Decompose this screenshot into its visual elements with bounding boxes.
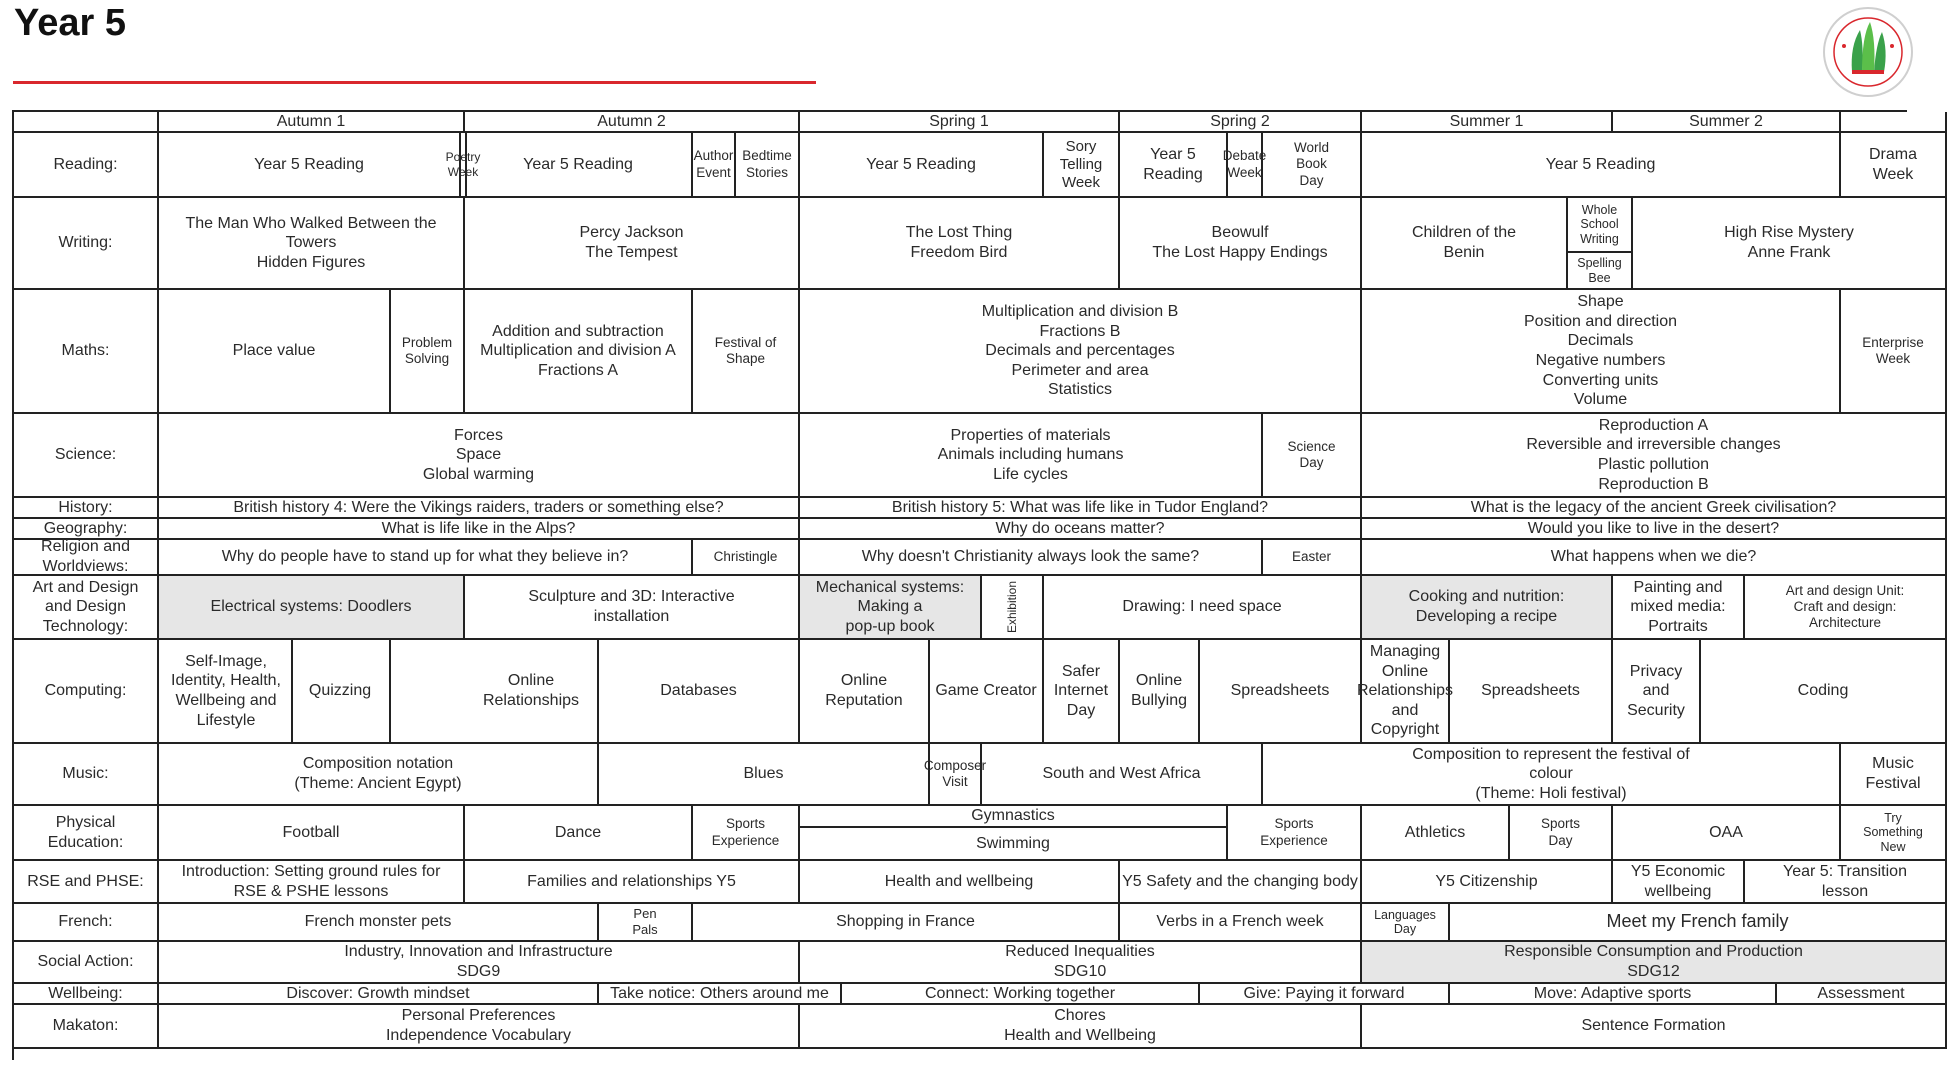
row-label-rse: RSE and PHSE: [14, 861, 159, 904]
rse-economic-wellbeing: Y5 Economic wellbeing [1613, 861, 1745, 904]
geography-summer: Would you like to live in the desert? [1362, 519, 1947, 540]
header-blank [1841, 112, 1947, 133]
art-exhibition: Exhibition [1004, 580, 1019, 634]
science-summer: Reproduction A Reversible and irreversible changes Plastic pollution Reproduction B [1362, 414, 1947, 498]
history-summer: What is the legacy of the ancient Greek civilisation? [1362, 498, 1947, 519]
computing-managing-online: Managing Online Relationships and Copyright [1362, 640, 1450, 744]
maths-festival-of-shape: Festival of Shape [693, 290, 800, 414]
social-sdg10: Reduced Inequalities SDG10 [800, 942, 1362, 984]
pe-sports-experience-autumn: Sports Experience [693, 806, 800, 861]
maths-autumn-2: Addition and subtraction Multiplication and division A Fractions A [465, 290, 693, 414]
pe-sports-experience-spring: Sports Experience [1228, 806, 1362, 861]
art-autumn-2: Sculpture and 3D: Interactive installation [465, 576, 800, 640]
pe-sports-day: Sports Day [1510, 806, 1613, 861]
reading-bedtime-stories: Bedtime Stories [736, 133, 800, 198]
re-christingle: Christingle [693, 540, 800, 576]
science-spring: Properties of materials Animals including humans Life cycles [800, 414, 1263, 498]
writing-whole-school-writing: Whole School Writing [1568, 198, 1633, 253]
rse-health: Health and wellbeing [800, 861, 1120, 904]
row-label-science: Science: [14, 414, 159, 498]
computing-spreadsheets-summer: Spreadsheets [1450, 640, 1613, 744]
reading-poetry-week: Poetry Week [461, 133, 467, 198]
music-composer-visit: Composer Visit [930, 744, 982, 806]
computing-privacy-security: Privacy and Security [1613, 640, 1701, 744]
pe-football: Football [159, 806, 465, 861]
row-label-religion: Religion and Worldviews: [14, 540, 159, 576]
writing-summer-1: Children of the Benin [1362, 198, 1568, 290]
pe-swimming: Swimming [800, 828, 1228, 861]
reading-author-event: Author Event [693, 133, 736, 198]
header-spring-2: Spring 2 [1120, 112, 1362, 133]
row-label-reading: Reading: [14, 133, 159, 198]
title-underline [13, 81, 816, 84]
rse-safety: Y5 Safety and the changing body [1120, 861, 1362, 904]
writing-spring-1: The Lost Thing Freedom Bird [800, 198, 1120, 290]
art-summer-2-architecture: Art and design Unit: Craft and design: Architecture [1745, 576, 1947, 640]
art-spring-2: Drawing: I need space [1044, 576, 1362, 640]
maths-spring: Multiplication and division B Fractions B Decimals and percentages Perimeter and area Statistics [800, 290, 1362, 414]
makaton-spring: Chores Health and Wellbeing [800, 1005, 1362, 1049]
pe-spring-split [800, 806, 1228, 861]
writing-spring-2: Beowulf The Lost Happy Endings [1120, 198, 1362, 290]
science-day: Science Day [1263, 414, 1362, 498]
rse-introduction: Introduction: Setting ground rules for RSE & PSHE lessons [159, 861, 465, 904]
art-spring-1: Mechanical systems: Making a pop-up book [800, 576, 982, 640]
re-easter: Easter [1263, 540, 1362, 576]
history-spring: British history 5: What was life like in Tudor England? [800, 498, 1362, 519]
social-sdg12: Responsible Consumption and Production SDG12 [1362, 942, 1947, 984]
music-composition-notation: Composition notation (Theme: Ancient Egypt) [159, 744, 599, 806]
header-spring-1: Spring 1 [800, 112, 1120, 133]
art-summer-1: Cooking and nutrition: Developing a recipe [1362, 576, 1613, 640]
row-label-social: Social Action: [14, 942, 159, 984]
header-autumn-2: Autumn 2 [465, 112, 800, 133]
maths-summer: Shape Position and direction Decimals Negative numbers Converting units Volume [1362, 290, 1841, 414]
computing-quizzing: Quizzing [308, 682, 372, 700]
wellbeing-give: Give: Paying it forward [1200, 984, 1450, 1005]
writing-autumn-1: The Man Who Walked Between the Towers Hidden Figures [159, 198, 465, 290]
writing-summer-2: High Rise Mystery Anne Frank [1633, 198, 1947, 290]
social-sdg9: Industry, Innovation and Infrastructure SDG9 [159, 942, 800, 984]
wellbeing-connect: Connect: Working together [842, 984, 1200, 1005]
music-blues: Blues [599, 744, 930, 806]
science-autumn: Forces Space Global warming [159, 414, 800, 498]
row-label-music: Music: [14, 744, 159, 806]
computing-safer-internet-day: Safer Internet Day [1044, 640, 1120, 744]
re-spring: Why doesn't Christianity always look the same? [800, 540, 1263, 576]
computing-online-relationships: Online Relationships [465, 640, 599, 744]
music-festival: Music Festival [1841, 744, 1947, 806]
maths-problem-solving: Problem Solving [391, 290, 465, 414]
computing-autumn-1-split [159, 640, 391, 744]
pe-gymnastics: Gymnastics [800, 806, 1228, 828]
row-label-art: Art and Design and Design Technology: [14, 576, 159, 640]
maths-place-value: Place value [159, 290, 391, 414]
corner-cell [14, 112, 159, 133]
computing-online-bullying: Online Bullying [1120, 640, 1200, 744]
row-label-maths: Maths: [14, 290, 159, 414]
reading-story-telling-week: Sory Telling Week [1044, 133, 1120, 198]
reading-autumn-1: Year 5 Reading [159, 133, 461, 198]
page-title: Year 5 [14, 2, 126, 44]
writing-spelling-bee: Spelling Bee [1568, 253, 1633, 290]
wellbeing-move: Move: Adaptive sports [1450, 984, 1777, 1005]
computing-coding: Coding [1701, 640, 1947, 744]
row-label-computing: Computing: [14, 640, 159, 744]
makaton-autumn: Personal Preferences Independence Vocabulary [159, 1005, 800, 1049]
french-family: Meet my French family [1450, 904, 1947, 942]
school-logo [1822, 6, 1914, 98]
row-label-writing: Writing: [14, 198, 159, 290]
computing-online-reputation: Online Reputation [800, 640, 930, 744]
writing-autumn-2: Percy Jackson The Tempest [465, 198, 800, 290]
row-label-french: French: [14, 904, 159, 942]
french-languages-day: Languages Day [1362, 904, 1450, 942]
computing-databases: Databases [599, 640, 800, 744]
maths-enterprise-week: Enterprise Week [1841, 290, 1947, 414]
reading-spring-2: Year 5 Reading [1120, 133, 1228, 198]
french-pen-pals: Pen Pals [599, 904, 693, 942]
wellbeing-discover: Discover: Growth mindset [159, 984, 599, 1005]
reading-debate-week: Debate Week [1228, 133, 1263, 198]
reading-world-book-day: World Book Day [1263, 133, 1362, 198]
reading-drama-week: Drama Week [1841, 133, 1947, 198]
pe-try-something-new: Try Something New [1841, 806, 1947, 861]
wellbeing-assessment: Assessment [1777, 984, 1947, 1005]
row-label-history: History: [14, 498, 159, 519]
history-autumn: British history 4: Were the Vikings raiders, traders or something else? [159, 498, 800, 519]
computing-quizzing-ext [391, 640, 465, 744]
pe-oaa: OAA [1613, 806, 1841, 861]
row-label-makaton: Makaton: [14, 1005, 159, 1049]
computing-self-image: Self-Image, Identity, Health, Wellbeing and Lifestyle [161, 640, 293, 742]
header-summer-2: Summer 2 [1613, 112, 1841, 133]
row-label-geography: Geography: [14, 519, 159, 540]
art-autumn-1: Electrical systems: Doodlers [159, 576, 465, 640]
pe-athletics: Athletics [1362, 806, 1510, 861]
header-autumn-1: Autumn 1 [159, 112, 465, 133]
geography-autumn: What is life like in the Alps? [159, 519, 800, 540]
makaton-summer: Sentence Formation [1362, 1005, 1947, 1049]
french-shopping: Shopping in France [693, 904, 1120, 942]
reading-summer: Year 5 Reading [1362, 133, 1841, 198]
computing-spreadsheets-spring: Spreadsheets [1200, 640, 1362, 744]
header-summer-1: Summer 1 [1362, 112, 1613, 133]
wellbeing-take-notice: Take notice: Others around me [599, 984, 842, 1005]
computing-game-creator: Game Creator [930, 640, 1044, 744]
writing-summer-split [1568, 198, 1633, 290]
music-south-west-africa: South and West Africa [982, 744, 1263, 806]
music-holi-festival: Composition to represent the festival of colour (Theme: Holi festival) [1263, 744, 1841, 806]
re-autumn: Why do people have to stand up for what they believe in? [159, 540, 693, 576]
rse-transition: Year 5: Transition lesson [1745, 861, 1947, 904]
art-exhibition-cell [982, 576, 1044, 640]
geography-spring: Why do oceans matter? [800, 519, 1362, 540]
curriculum-grid [12, 110, 1924, 1060]
rse-citizenship: Y5 Citizenship [1362, 861, 1613, 904]
art-summer-2-painting: Painting and mixed media: Portraits [1613, 576, 1745, 640]
row-label-wellbeing: Wellbeing: [14, 984, 159, 1005]
rse-families: Families and relationships Y5 [465, 861, 800, 904]
reading-spring-1: Year 5 Reading [800, 133, 1044, 198]
french-monster-pets: French monster pets [159, 904, 599, 942]
reading-autumn-2: Year 5 Reading [465, 133, 693, 198]
row-label-pe: Physical Education: [14, 806, 159, 861]
re-summer: What happens when we die? [1362, 540, 1947, 576]
pe-dance: Dance [465, 806, 693, 861]
french-verbs: Verbs in a French week [1120, 904, 1362, 942]
